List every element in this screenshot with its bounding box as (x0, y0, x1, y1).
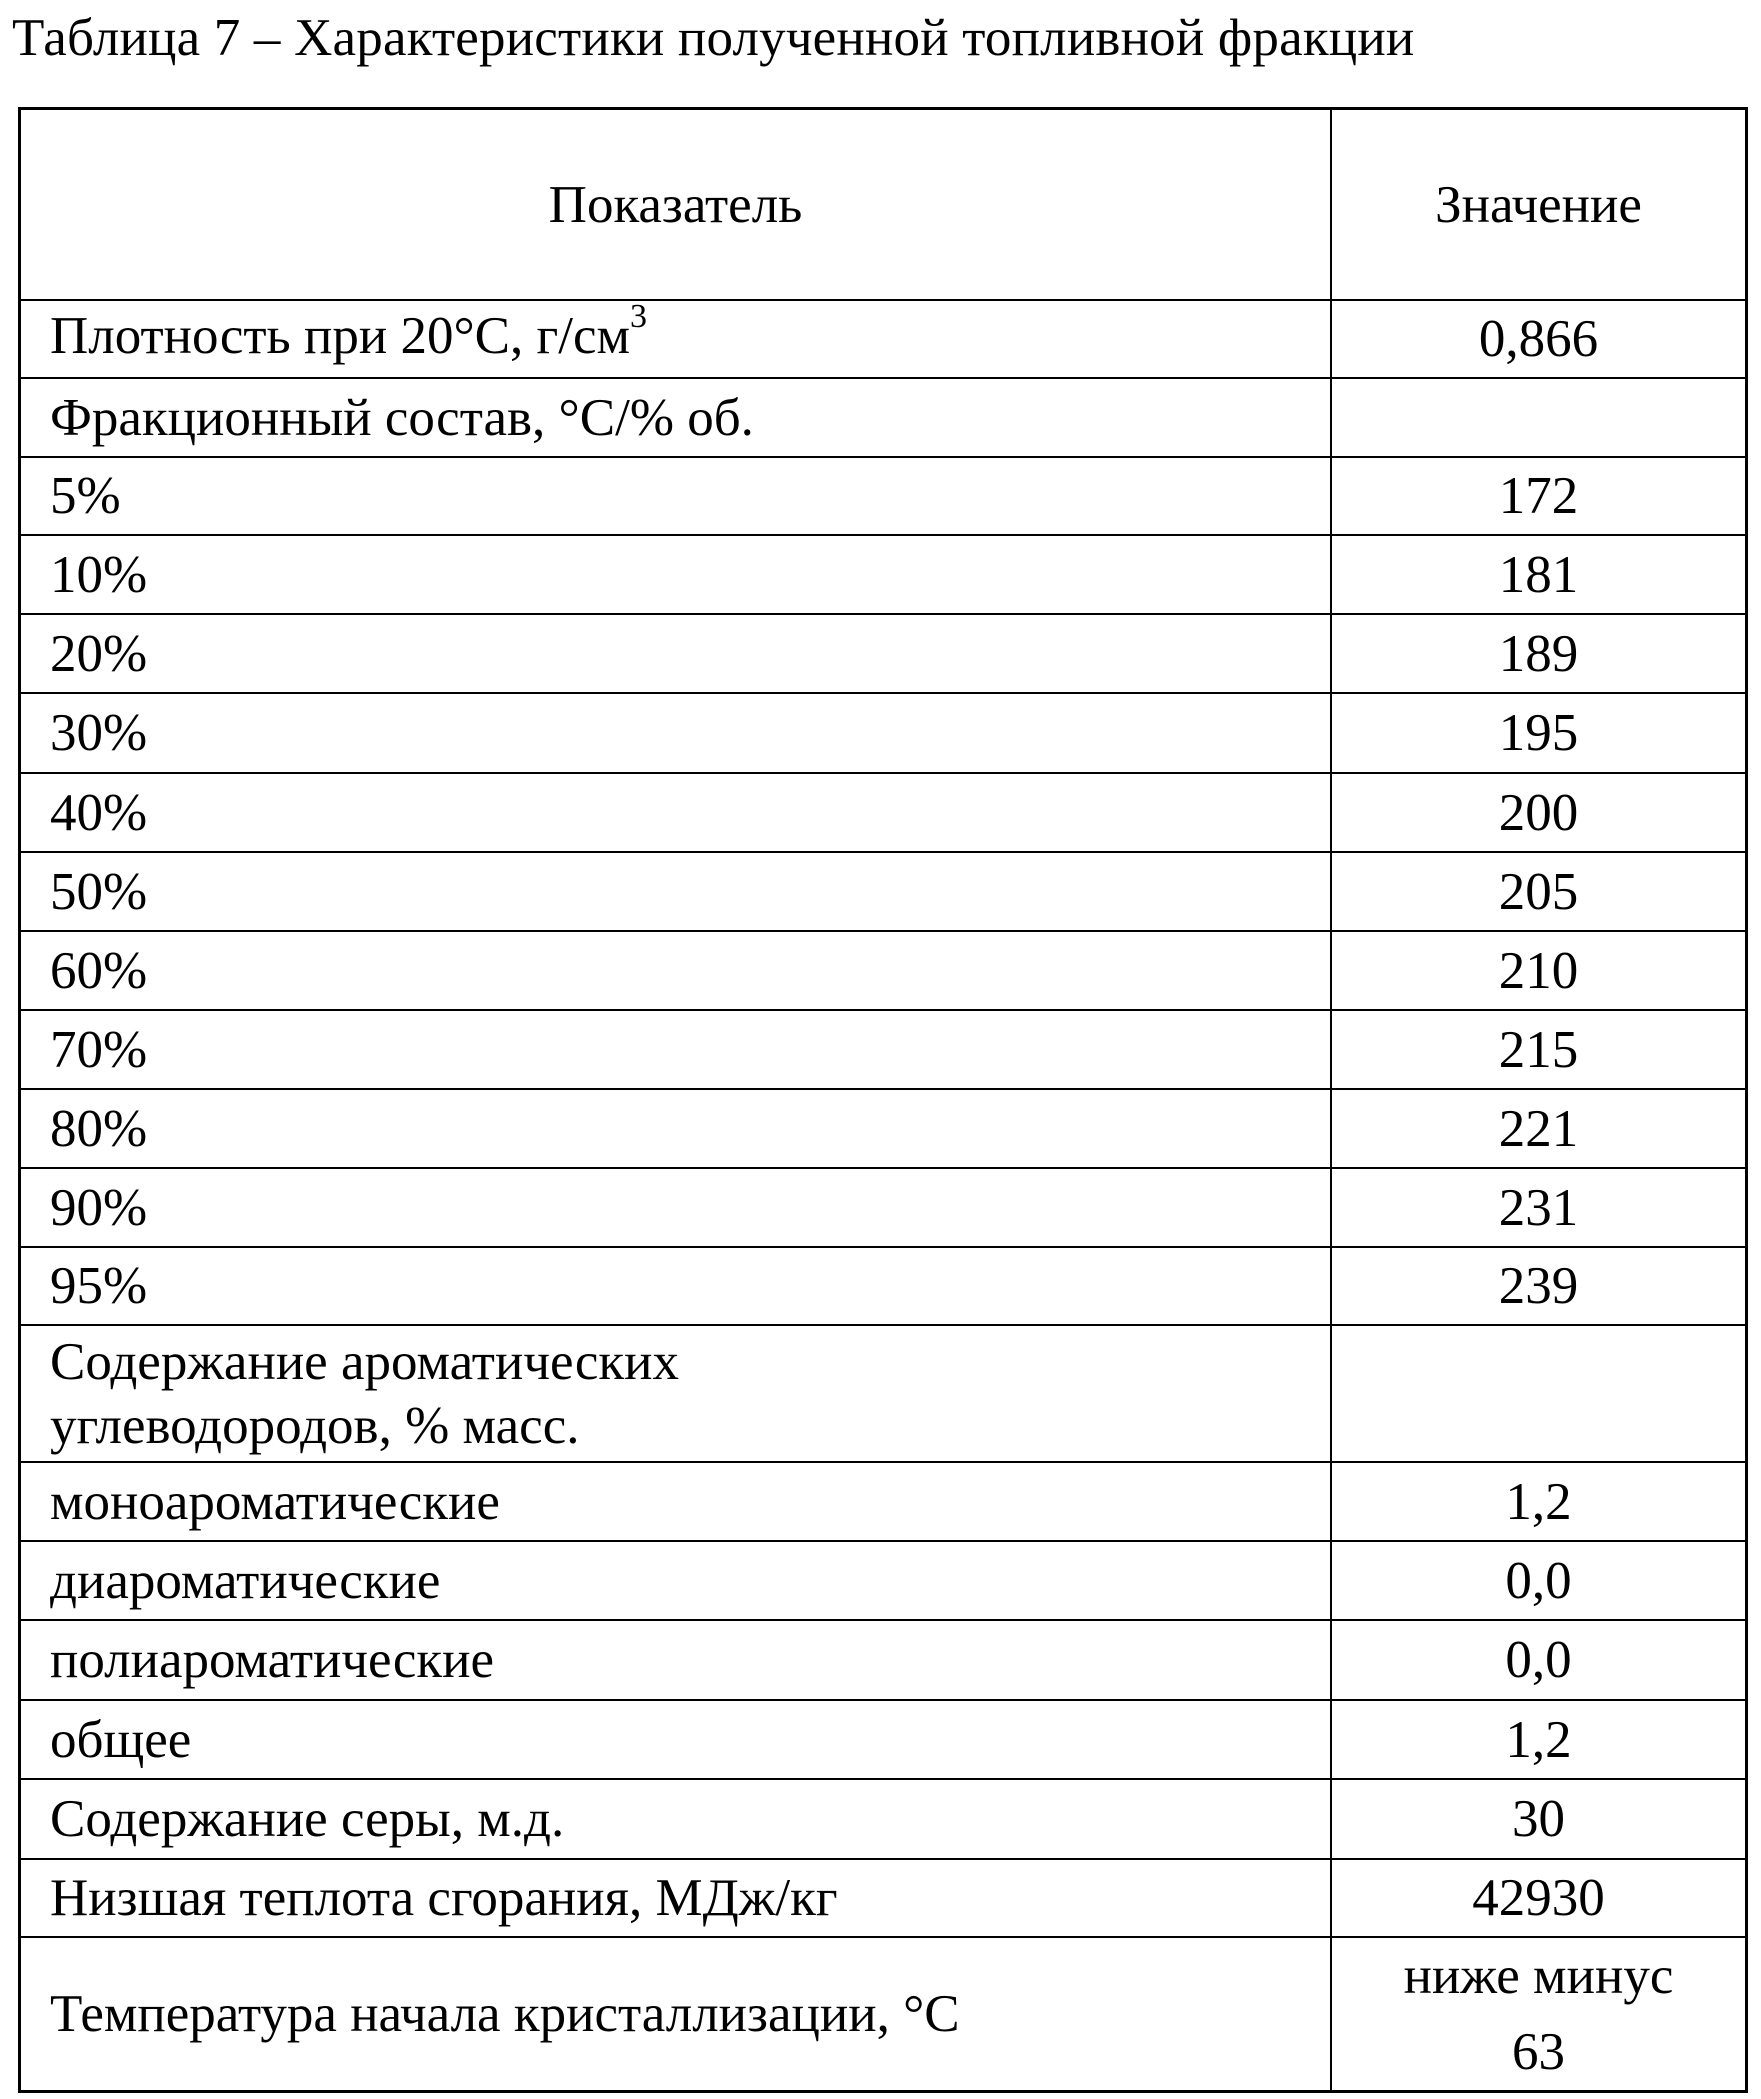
table-row (21, 458, 1745, 536)
table-row-heat-value (21, 1860, 1745, 1938)
table-row (21, 1621, 1745, 1701)
row-value: 181 (1499, 547, 1579, 603)
table-row-aromatic-content (21, 1326, 1745, 1463)
table-row (21, 1169, 1745, 1248)
row-value-cell (1332, 536, 1745, 613)
row-value-cell (1332, 301, 1745, 377)
row-value: 200 (1499, 785, 1579, 841)
table-row (21, 932, 1745, 1011)
row-value: 215 (1499, 1022, 1579, 1078)
table-row (21, 1248, 1745, 1326)
row-value-cell (1332, 1463, 1745, 1540)
header-indicator-label: Показатель (549, 177, 803, 233)
row-label: полиароматические (50, 1632, 494, 1688)
row-label-cell (21, 1463, 1332, 1540)
row-label: 10% (50, 547, 147, 603)
row-label-cell (21, 379, 1332, 456)
row-label: Содержание ароматических углеводородов, % масс. (50, 1330, 690, 1458)
row-label (50, 308, 647, 371)
row-label: Низшая теплота сгорания, МДж/кг (50, 1870, 838, 1926)
table-row-crystallization (21, 1938, 1745, 2090)
row-label-cell (21, 1248, 1332, 1324)
row-label-cell (21, 1780, 1332, 1858)
density-label-text: Плотность при 20°С, г/см (50, 307, 630, 365)
row-label-cell (21, 932, 1332, 1009)
row-label: моноароматические (50, 1474, 500, 1530)
row-label: 50% (50, 864, 147, 920)
table-row (21, 615, 1745, 694)
row-label: 5% (50, 468, 121, 524)
row-value-cell (1332, 1248, 1745, 1324)
row-value-cell (1332, 615, 1745, 692)
row-label-cell (21, 615, 1332, 692)
row-value-cell (1332, 1090, 1745, 1167)
header-cell-value (1332, 110, 1745, 299)
row-value-cell (1332, 1011, 1745, 1088)
row-value: 239 (1499, 1258, 1579, 1314)
row-label-cell (21, 1621, 1332, 1699)
row-label-cell (21, 1701, 1332, 1778)
row-label-cell (21, 694, 1332, 772)
row-label: 20% (50, 626, 147, 682)
row-label: общее (50, 1712, 191, 1768)
row-value: 1,2 (1505, 1712, 1571, 1768)
row-value-cell (1332, 1542, 1745, 1619)
table-row-density (21, 301, 1745, 379)
table-row (21, 1011, 1745, 1090)
row-label-cell (21, 853, 1332, 930)
row-value: 195 (1499, 705, 1579, 761)
table-row (21, 1701, 1745, 1780)
row-value-cell (1332, 1860, 1745, 1936)
row-value-cell (1332, 458, 1745, 534)
table-row (21, 1542, 1745, 1621)
table-row (21, 1463, 1745, 1542)
row-value-cell (1332, 1938, 1745, 2090)
table-row (21, 853, 1745, 932)
row-label: 70% (50, 1022, 147, 1078)
row-value-cell (1332, 1780, 1745, 1858)
fuel-fraction-table (18, 107, 1748, 2093)
row-label-cell (21, 301, 1332, 377)
row-value-cell (1332, 1169, 1745, 1246)
row-label-cell (21, 1542, 1332, 1619)
row-value: 210 (1499, 943, 1579, 999)
row-value-cell (1332, 1621, 1745, 1699)
row-label: Фракционный состав, °С/% об. (50, 390, 754, 446)
row-label-cell (21, 1169, 1332, 1246)
row-value-cell (1332, 1701, 1745, 1778)
row-label: 60% (50, 943, 147, 999)
row-value-cell (1332, 1326, 1745, 1461)
row-label-cell (21, 1011, 1332, 1088)
row-label: Содержание серы, м.д. (50, 1791, 564, 1847)
header-value-label: Значение (1435, 177, 1642, 233)
row-value-cell (1332, 932, 1745, 1009)
row-value-cell (1332, 774, 1745, 851)
row-value: 205 (1499, 864, 1579, 920)
table-caption: Таблица 7 – Характеристики полученной топливной фракции (12, 6, 1414, 70)
row-label-cell (21, 1326, 1332, 1461)
table-row (21, 536, 1745, 615)
row-value: 221 (1499, 1101, 1579, 1157)
row-label: 90% (50, 1180, 147, 1236)
row-value: 172 (1499, 468, 1579, 524)
row-value: 0,866 (1479, 311, 1598, 367)
table-row-fraction-composition (21, 379, 1745, 458)
row-label-cell (21, 536, 1332, 613)
row-value-cell (1332, 853, 1745, 930)
row-value: 0,0 (1505, 1632, 1571, 1688)
table-header-row (21, 110, 1745, 301)
row-label: Температура начала кристаллизации, °С (50, 1986, 960, 2042)
row-label: 80% (50, 1101, 147, 1157)
row-value: 1,2 (1505, 1474, 1571, 1530)
row-label: 95% (50, 1258, 147, 1314)
row-label: 30% (50, 705, 147, 761)
row-label: 40% (50, 785, 147, 841)
table-row-sulfur (21, 1780, 1745, 1860)
row-label-cell (21, 1938, 1332, 2090)
row-value: 231 (1499, 1180, 1579, 1236)
row-label-cell (21, 1090, 1332, 1167)
row-value-cell (1332, 379, 1745, 456)
header-cell-indicator (21, 110, 1332, 299)
density-unit-superscript: 3 (630, 298, 647, 335)
row-value: 0,0 (1505, 1553, 1571, 1609)
row-value: 189 (1499, 626, 1579, 682)
row-value: 42930 (1472, 1870, 1605, 1926)
row-label: диароматические (50, 1553, 440, 1609)
row-value: 30 (1512, 1791, 1565, 1847)
table-row (21, 774, 1745, 853)
row-label-cell (21, 1860, 1332, 1936)
table-row (21, 1090, 1745, 1169)
row-value: ниже минус 63 (1372, 1938, 1705, 2090)
row-label-cell (21, 458, 1332, 534)
row-value-cell (1332, 694, 1745, 772)
table-row (21, 694, 1745, 774)
row-label-cell (21, 774, 1332, 851)
